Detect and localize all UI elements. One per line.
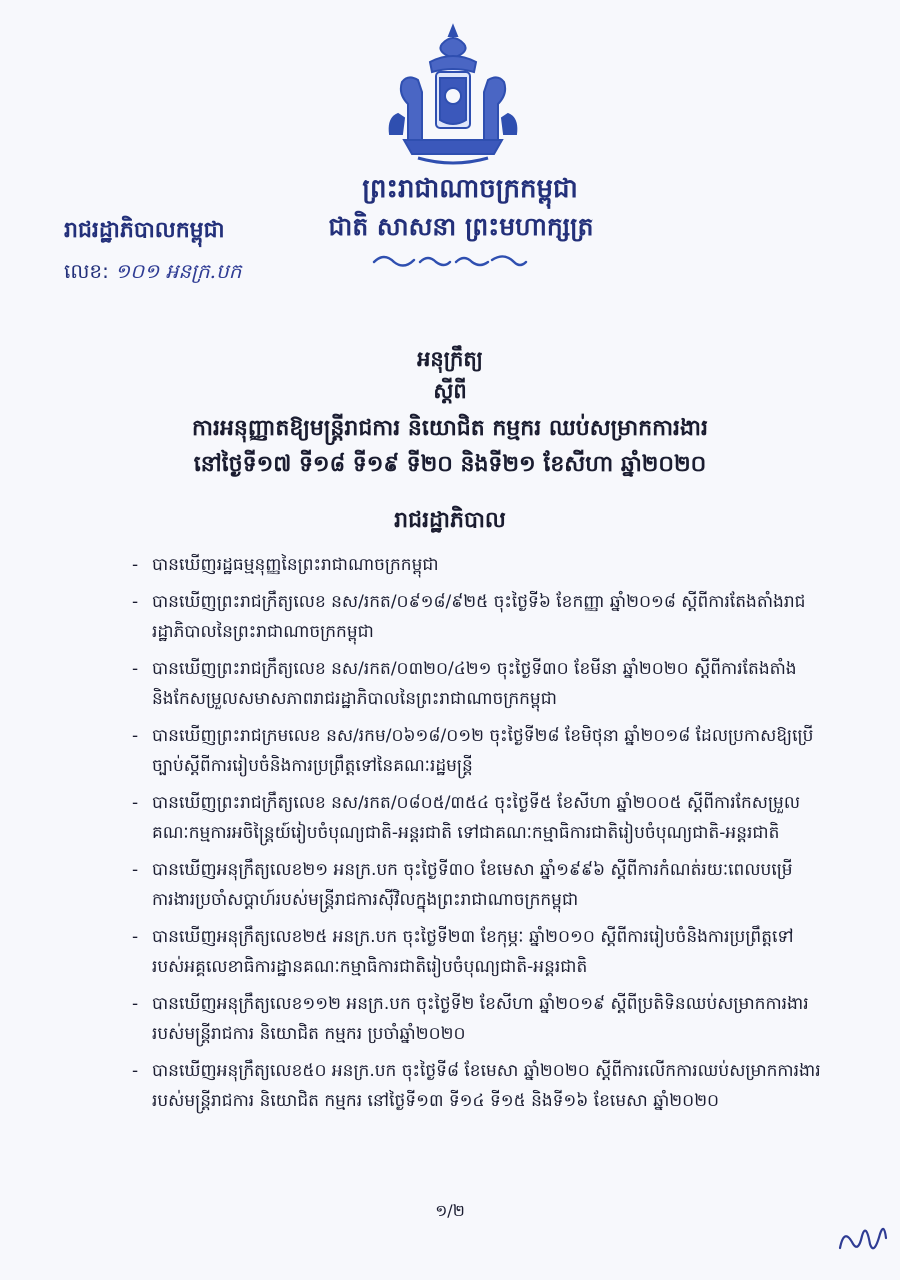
list-item: - បានឃើញព្រះរាជក្រមលេខ នស/រកម/០៦១៨/០១២ ចុះថ្ងៃទី២៨ ខែមិថុនា ឆ្នាំ២០១៨ ដែលប្រកាសឱ្យប្រើច្បាប់ស្តីពីការរៀបចំនិងការប្រព្រឹត្តទៅនៃគណៈរដ្ឋមន្ត្រី [132,726,814,776]
consideration-text: បានឃើញរដ្ឋធម្មនុញ្ញនៃព្រះរាជាណាចក្រកម្ពុជា [152,555,439,575]
list-item: - បានឃើញអនុក្រឹត្យលេខ២៥ អនក្រ.បក ចុះថ្ងៃទី២៣ ខែកុម្ភៈ ឆ្នាំ២០១០ ស្តីពីការរៀបចំនិងការប្រព្រឹត្តទៅរបស់អគ្គលេខាធិការដ្ឋានគណៈកម្មាធិការជាតិរៀបចំបុណ្យជាតិ-អន្តរជាតិ [132,927,794,977]
list-item: - បានឃើញព្រះរាជក្រឹត្យលេខ នស/រកត/០៩១៨/៩២៥ ចុះថ្ងៃទី៦ ខែកញ្ញា ឆ្នាំ២០១៨ ស្តីពីការតែងតាំងរាជរដ្ឋាភិបាលនៃព្រះរាជាណាចក្រកម្ពុជា [132,592,806,642]
consideration-text: បានឃើញអនុក្រឹត្យលេខ១១២ អនក្រ.បក ចុះថ្ងៃទី២ ខែសីហា ឆ្នាំ២០១៩ ស្តីពីប្រតិទិនឈប់សម្រាកការងាររបស់មន្ត្រីរាជការ និយោជិត កម្មករ ប្រចាំឆ្នាំ២០២០ [152,994,809,1044]
consideration-text: បានឃើញព្រះរាជក្រមលេខ នស/រកម/០៦១៨/០១២ ចុះថ្ងៃទី២៨ ខែមិថុនា ឆ្នាំ២០១៨ ដែលប្រកាសឱ្យប្រើច្បាប់ស្តីពីការរៀបចំនិងការប្រព្រឹត្តទៅនៃគណៈរដ្ឋមន្ត្រី [152,726,814,776]
page-number: ១/២ [435,1201,465,1220]
consideration-text: បានឃើញអនុក្រឹត្យលេខ៥០ អនក្រ.បក ចុះថ្ងៃទី៨ ខែមេសា ឆ្នាំ២០២០ ស្តីពីការលើកការឈប់សម្រាកការងាររបស់មន្ត្រីរាជការ និយោជិត កម្មករ នៅថ្ងៃទី១៣ ទី១៤ ទី១៥ និងទី១៦ ខែមេសា ឆ្នាំ២០២០ [152,1061,821,1111]
consideration-text: បានឃើញព្រះរាជក្រឹត្យលេខ នស/រកត/០៣២០/៤២១ ចុះថ្ងៃទី៣០ ខែមីនា ឆ្នាំ២០២០ ស្តីពីការតែងតាំងនិងកែសម្រួលសមាសភាពរាជរដ្ឋាភិបាលនៃព្រះរាជាណាចក្រកម្ពុជា [152,659,797,709]
government-name: រាជរដ្ឋាភិបាលកម្ពុជា [64,218,225,243]
consideration-text: បានឃើញអនុក្រឹត្យលេខ២១ អនក្រ.បក ចុះថ្ងៃទី៣០ ខែមេសា ឆ្នាំ១៩៩៦ ស្តីពីការកំណត់រយៈពេលបម្រើការងារប្រចាំសប្តាហ៍របស់មន្ត្រីរាជការស៊ីវិលក្នុងព្រះរាជាណាចក្រកម្ពុជា [152,860,793,910]
reference-value: ១០១ អនក្រ.បក [114,259,242,283]
document-subject-line-2: នៅថ្ងៃទី១៧ ទី១៨ ទី១៩ ទី២០ និងទី២១ ខែសីហា ឆ្នាំ២០២០ [193,452,707,477]
document-type-heading: អនុក្រឹត្យ [417,347,483,371]
reference-label: លេខ: [64,259,109,283]
consideration-text: បានឃើញព្រះរាជក្រឹត្យលេខ នស/រកត/០៨០៥/៣៥៤ ចុះថ្ងៃទី៥ ខែសីហា ឆ្នាំ២០០៥ ស្តីពីការកែសម្រួលគណៈកម្មការអចិន្ត្រៃយ៍រៀបចំបុណ្យជាតិ-អន្តរជាតិ ទៅជាគណៈកម្មាធិការជាតិរៀបចំបុណ្យជាតិ-អន្តរជាតិ [152,793,801,843]
list-item: - បានឃើញព្រះរាជក្រឹត្យលេខ នស/រកត/០៨០៥/៣៥៤ ចុះថ្ងៃទី៥ ខែសីហា ឆ្នាំ២០០៥ ស្តីពីការកែសម្រួលគណៈកម្មការអចិន្ត្រៃយ៍រៀបចំបុណ្យជាតិ-អន្តរជាតិ ទៅជាគណៈកម្មាធិការជាតិរៀបចំបុណ្យជាតិ-អន្តរជាតិ [132,793,801,843]
list-item: - បានឃើញព្រះរាជក្រឹត្យលេខ នស/រកត/០៣២០/៤២១ ចុះថ្ងៃទី៣០ ខែមីនា ឆ្នាំ២០២០ ស្តីពីការតែងតាំងនិងកែសម្រួលសមាសភាពរាជរដ្ឋាភិបាលនៃព្រះរាជាណាចក្រកម្ពុជា [132,659,797,709]
consideration-text: បានឃើញអនុក្រឹត្យលេខ២៥ អនក្រ.បក ចុះថ្ងៃទី២៣ ខែកុម្ភៈ ឆ្នាំ២០១០ ស្តីពីការរៀបចំនិងការប្រព្រឹត្តទៅរបស់អគ្គលេខាធិការដ្ឋានគណៈកម្មាធិការជាតិរៀបចំបុណ្យជាតិ-អន្តរជាតិ [152,927,794,977]
document-about-heading: ស្តីពី [433,379,467,403]
list-item: - បានឃើញអនុក្រឹត្យលេខ៥០ អនក្រ.បក ចុះថ្ងៃទី៨ ខែមេសា ឆ្នាំ២០២០ ស្តីពីការលើកការឈប់សម្រាកការងាររបស់មន្ត្រីរាជការ និយោជិត កម្មករ នៅថ្ងៃទី១៣ ទី១៤ ទី១៥ និងទី១៦ ខែមេសា ឆ្នាំ២០២០ [132,1061,821,1111]
consideration-text: បានឃើញព្រះរាជក្រឹត្យលេខ នស/រកត/០៩១៨/៩២៥ ចុះថ្ងៃទី៦ ខែកញ្ញា ឆ្នាំ២០១៨ ស្តីពីការតែងតាំងរាជរដ្ឋាភិបាលនៃព្រះរាជាណាចក្រកម្ពុជា [152,592,806,642]
considerations-list [132,550,822,1123]
kingdom-title: ព្រះរាជាណាចក្រកម្ពុជា [362,174,578,204]
list-item: - បានឃើញរដ្ឋធម្មនុញ្ញនៃព្រះរាជាណាចក្រកម្ពុជា [132,555,439,575]
issuer-heading: រាជរដ្ឋាភិបាល [394,508,506,533]
royal-coat-of-arms-emblem [378,22,528,170]
national-motto: ជាតិ សាសនា ព្រះមហាក្សត្រ [328,212,594,241]
ornament-divider-icon [370,250,530,272]
document-subject-line-1: ការអនុញ្ញាតឱ្យមន្ត្រីរាជការ និយោជិត កម្មករ ឈប់សម្រាកការងារ [192,416,708,441]
reference-number [64,258,364,288]
list-item: - បានឃើញអនុក្រឹត្យលេខ២១ អនក្រ.បក ចុះថ្ងៃទី៣០ ខែមេសា ឆ្នាំ១៩៩៦ ស្តីពីការកំណត់រយៈពេលបម្រើការងារប្រចាំសប្តាហ៍របស់មន្ត្រីរាជការស៊ីវិលក្នុងព្រះរាជាណាចក្រកម្ពុជា [132,860,793,910]
handwritten-initials-signature [832,1208,892,1268]
list-item: - បានឃើញអនុក្រឹត្យលេខ១១២ អនក្រ.បក ចុះថ្ងៃទី២ ខែសីហា ឆ្នាំ២០១៩ ស្តីពីប្រតិទិនឈប់សម្រាកការងាររបស់មន្ត្រីរាជការ និយោជិត កម្មករ ប្រចាំឆ្នាំ២០២០ [132,994,809,1044]
